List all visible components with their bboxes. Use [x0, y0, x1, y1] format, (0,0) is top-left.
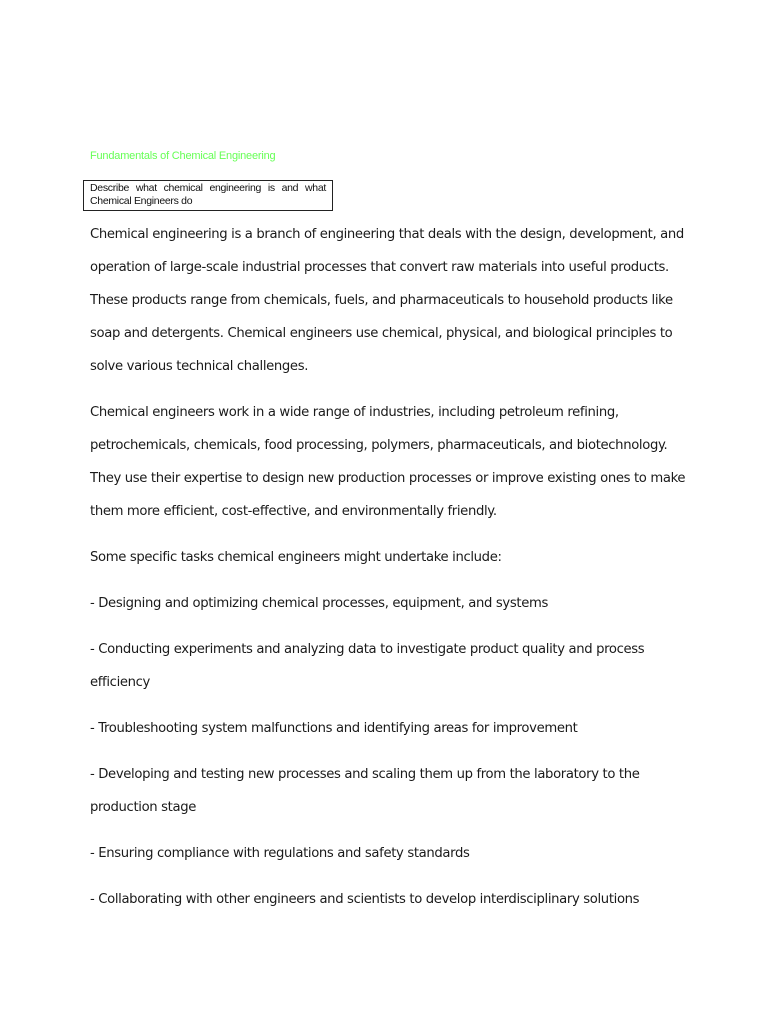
task-item-experiments: - Conducting experiments and analyzing data to investigate product quality and process efficiency: [90, 642, 645, 690]
document-heading: Fundamentals of Chemical Engineering: [90, 150, 276, 162]
task-item-collaborating: - Collaborating with other engineers and scientists to develop interdisciplinary solutions: [90, 892, 640, 907]
task-item-compliance: - Ensuring compliance with regulations and safety standards: [90, 846, 470, 861]
paragraph-definition: Chemical engineering is a branch of engineering that deals with the design, development, and operation of large-scale industrial processes that convert raw materials into useful products. These products range from chemicals, fuels, and pharmaceuticals to household products like soap and detergents. Chemical engineers use chemical, physical, and biological principles to solve various technical challenges.: [90, 227, 684, 374]
task-item-designing: - Designing and optimizing chemical processes, equipment, and systems: [90, 596, 548, 611]
prompt-text-box: Describe what chemical engineering is and what Chemical Engineers do: [83, 180, 333, 211]
paragraph-tasks-intro: Some specific tasks chemical engineers might undertake include:: [90, 550, 502, 565]
paragraph-industries: Chemical engineers work in a wide range of industries, including petroleum refining, petrochemicals, chemicals, food processing, polymers, pharmaceuticals, and biotechnology. They use their expertise to design new production processes or improve existing ones to make them more efficient, cost-effective, and environmentally friendly.: [90, 405, 686, 519]
task-item-troubleshooting: - Troubleshooting system malfunctions and identifying areas for improvement: [90, 721, 578, 736]
document-body: [90, 218, 690, 929]
task-item-developing: - Developing and testing new processes and scaling them up from the laboratory to the production stage: [90, 767, 640, 815]
